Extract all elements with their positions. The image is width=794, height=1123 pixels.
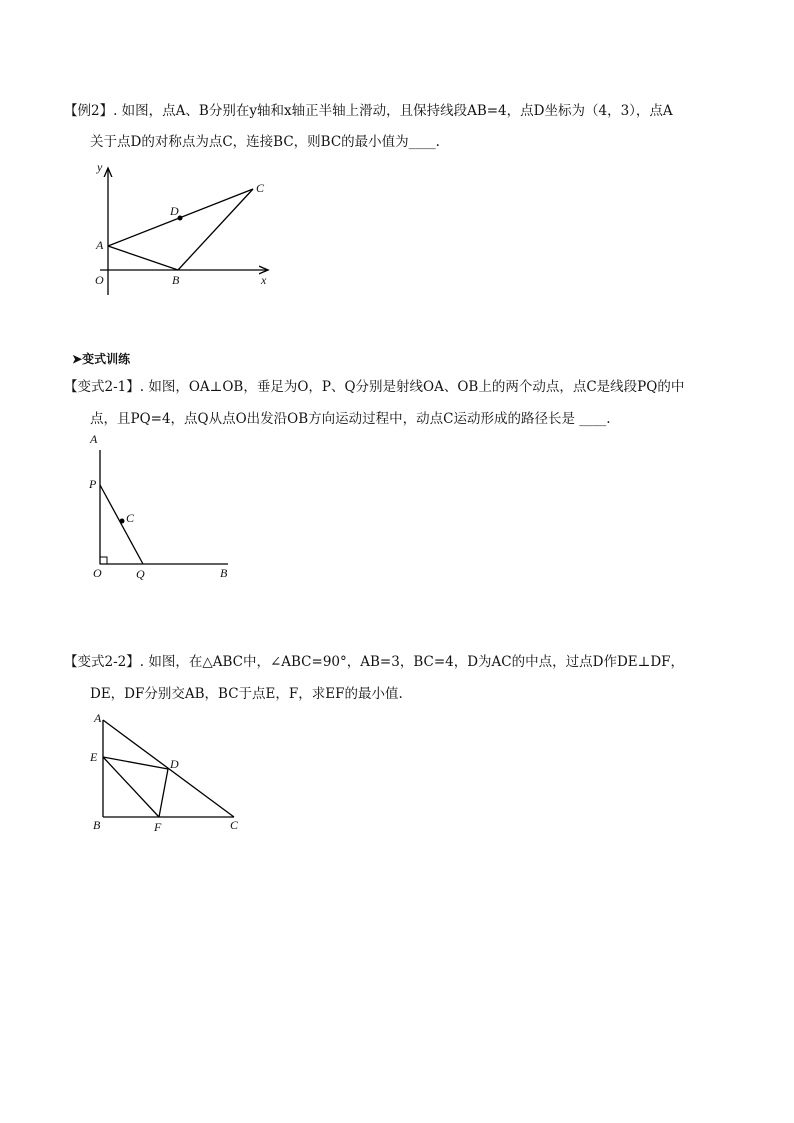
variant2-1-line2: 点，且PQ=4，点Q从点O出发沿OB方向运动过程中，动点C运动形成的路径长是 ____. — [90, 411, 611, 427]
label-C: C — [126, 511, 135, 525]
label-P: P — [89, 477, 97, 491]
point-C — [120, 519, 125, 524]
segment-DF — [159, 769, 168, 817]
arrow-icon: ➤ — [72, 352, 83, 366]
label-A: A — [94, 711, 102, 725]
label-E: E — [90, 750, 98, 764]
example2-figure — [100, 168, 268, 295]
label-C: C — [256, 181, 265, 195]
variant2-1-line1: 【变式2-1】. 如图，OA⊥OB，垂足为O，P、Q分别是射线OA、OB上的两个动点，点C是线段PQ的中 — [64, 379, 685, 395]
segment-PQ — [100, 485, 143, 564]
label-D: D — [170, 757, 179, 771]
right-angle-mark — [100, 557, 107, 564]
variant2-1-figure — [100, 450, 228, 564]
label-A: A — [96, 238, 104, 252]
label-B: B — [93, 818, 101, 832]
label-F: F — [154, 820, 162, 834]
label-y: y — [97, 160, 103, 174]
variants-heading: 变式训练 — [82, 352, 131, 366]
label-O: O — [95, 273, 104, 287]
label-C: C — [230, 818, 239, 832]
variant2-2-line2: DE，DF分别交AB，BC于点E，F，求EF的最小值. — [90, 686, 403, 702]
segment-AB — [108, 246, 178, 270]
side-AC — [103, 720, 234, 817]
variant2-2-figure — [103, 720, 234, 817]
label-O: O — [93, 566, 102, 580]
label-D: D — [170, 204, 179, 218]
example2-line1: 【例2】. 如图，点A、B分别在y轴和x轴正半轴上滑动，且保持线段AB=4，点D坐标为（4，3），点A — [64, 103, 673, 119]
label-A: A — [90, 432, 98, 446]
label-B: B — [172, 273, 180, 287]
segment-BC — [178, 189, 253, 270]
label-x: x — [261, 273, 267, 287]
label-B: B — [220, 566, 228, 580]
example2-line2: 关于点D的对称点为点C，连接BC，则BC的最小值为____. — [90, 134, 440, 150]
variant2-2-line1: 【变式2-2】. 如图，在△ABC中，∠ABC=90°，AB=3，BC=4，D为AC的中点，过点D作DE⊥DF， — [64, 654, 685, 670]
label-Q: Q — [136, 567, 145, 581]
